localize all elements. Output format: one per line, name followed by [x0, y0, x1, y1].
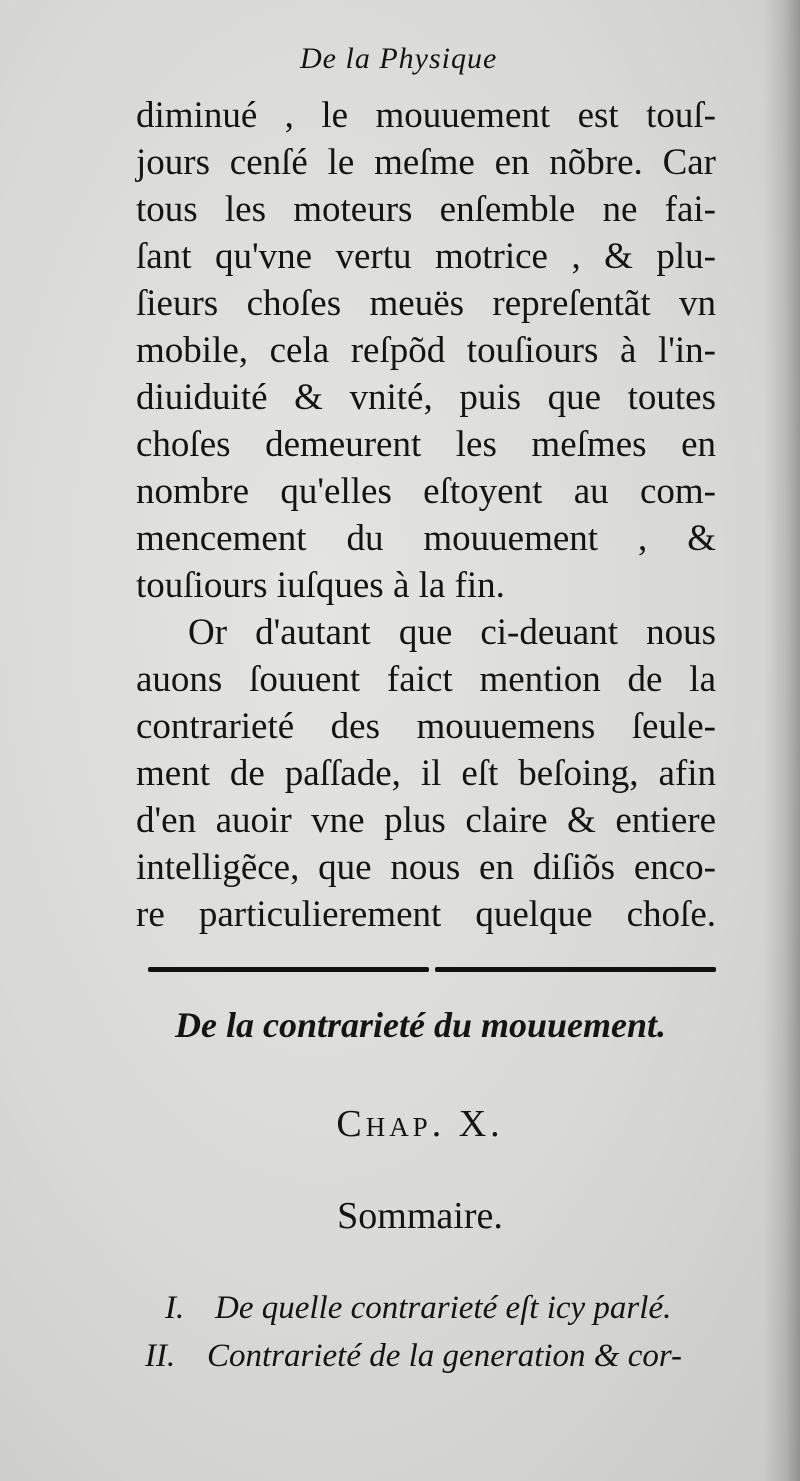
section-rule — [148, 966, 716, 974]
text-line: re particulierement quelque choſe. — [136, 894, 716, 935]
chapter-heading: Chap. X. — [336, 1103, 504, 1145]
text-line: touſiours iuſques à la fin. — [136, 565, 505, 606]
rule-segment-right — [435, 967, 716, 972]
summary-item-number: I. — [165, 1290, 185, 1326]
text-line: ſant qu'vne vertu motrice , & plu- — [136, 236, 716, 277]
summary-item-text: De quelle contrarieté eſt icy parlé. — [215, 1290, 672, 1326]
text-line: nombre qu'elles eſtoyent au com- — [136, 471, 716, 512]
text-line: choſes demeurent les meſmes en — [136, 424, 716, 465]
text-line: mobile, cela reſpõd touſiours à l'in- — [136, 330, 716, 371]
section-title: De la contrarieté du mouuement. — [175, 1005, 667, 1045]
summary-item — [165, 1290, 671, 1327]
body-text — [136, 92, 716, 938]
running-head: De la Physique — [300, 42, 498, 75]
rule-segment-left — [148, 967, 429, 972]
summary-item — [145, 1338, 682, 1375]
text-line: auons ſouuent faict mention de la — [136, 659, 716, 700]
gutter-shadow — [764, 0, 800, 1481]
text-line: diminué , le mouuement est touſ- — [136, 95, 716, 136]
summary-heading: Sommaire. — [337, 1195, 503, 1237]
summary-item-number: II. — [145, 1338, 176, 1374]
text-line: d'en auoir vne plus claire & entiere — [136, 800, 716, 841]
text-line: tous les moteurs enſemble ne fai- — [136, 189, 716, 230]
text-line: ment de paſſade, il eſt beſoing, afin — [136, 753, 716, 794]
text-line: jours cenſé le meſme en nõbre. Car — [136, 142, 716, 183]
text-line: intelligẽce, que nous en diſiõs enco- — [136, 847, 716, 888]
text-line: ſieurs choſes meuës repreſentãt vn — [136, 283, 716, 324]
text-line: mencement du mouuement , & — [136, 518, 716, 559]
text-line: contrarieté des mouuemens ſeule- — [136, 706, 716, 747]
summary-item-text: Contrarieté de la generation & cor- — [207, 1338, 683, 1374]
text-line: Or d'autant que ci-deuant nous — [188, 612, 716, 653]
text-line: diuiduité & vnité, puis que toutes — [136, 377, 716, 418]
